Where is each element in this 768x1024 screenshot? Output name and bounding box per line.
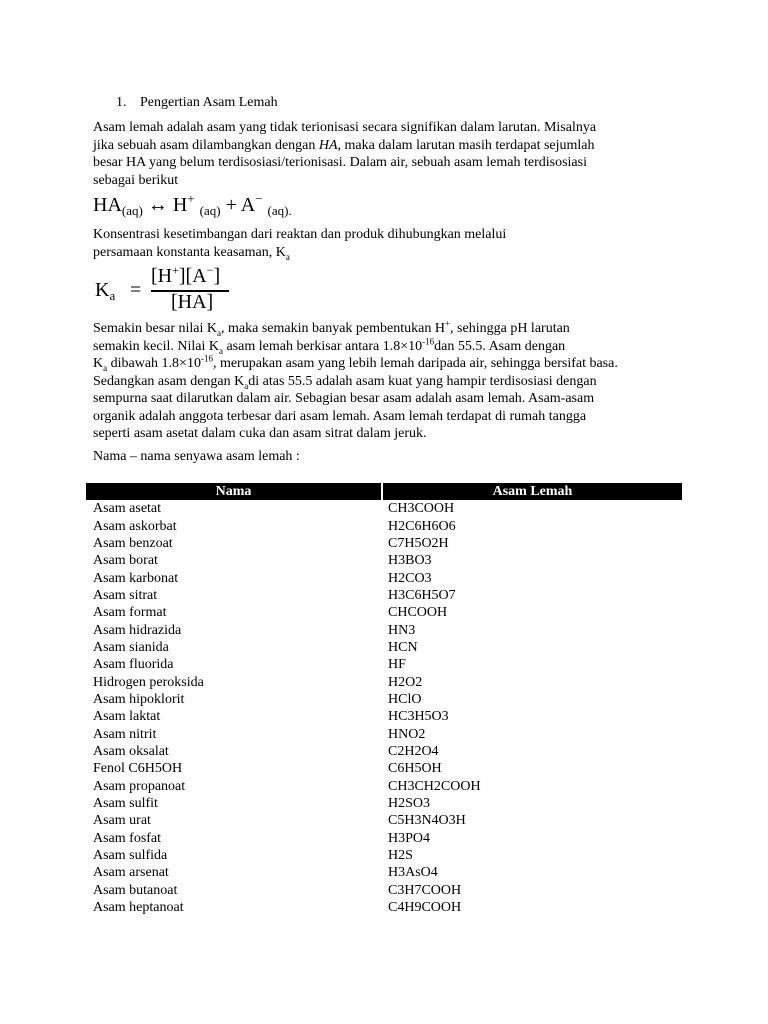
acid-formula-cell: HCN [388,639,418,655]
equilibrium-paragraph: Konsentrasi kesetimbangan dari reaktan dan produk dihubungkan melalui persamaan konstanta keasaman, $K_a$ [93,227,507,262]
equilibrium-arrow: ↔ [147,194,168,216]
dissociation-equation: $HA_{(aq)}$ ↔ H+ $_{(aq)}$ + A− $_{(aq).}$ [93,191,292,218]
table-row [86,864,682,881]
acid-formula-cell: H3BO3 [388,553,432,569]
table-header-row [86,483,682,500]
acid-name-cell: Asam urat [93,813,151,829]
acid-name-cell: Asam oksalat [93,743,169,759]
table-row [86,795,682,812]
acid-name-cell: Asam format [93,605,167,621]
acid-formula-cell: H2SO3 [388,796,431,812]
table-row [86,778,682,795]
table-row [86,673,682,690]
column-header-nama: Nama [86,483,382,500]
acid-formula-cell: H3C6H5O7 [388,587,456,603]
ka-numerator: [H+][A−] [151,263,221,287]
acid-formula-cell: H2CO3 [388,570,432,586]
acid-name-cell: Asam butanoat [93,882,178,898]
acid-formula-cell: C2H2O4 [388,743,439,759]
table-row [86,691,682,708]
acid-formula-cell: CH3COOH [388,501,455,517]
table-row [86,830,682,847]
intro-line: jika sebuah asam dilambangkan dengan HA, maka dalam larutan masih terdapat sejumlah [93,137,595,153]
acid-name-cell: Asam benzoat [93,535,173,551]
table-row [86,604,682,621]
acid-formula-cell: C5H3N4O3H [388,813,466,829]
acid-formula-cell: HClO [388,691,422,707]
table-row [86,882,682,899]
acid-name-cell: Asam karbonat [93,570,179,586]
acid-formula-cell: C3H7COOH [388,882,462,898]
acid-formula-cell: H2S [388,848,413,864]
table-row [86,500,682,517]
table-row [86,621,682,638]
table-row [86,708,682,725]
acid-formula-cell: C6H5OH [388,761,442,777]
acid-formula-cell: C4H9COOH [388,900,462,916]
acid-name-cell: Asam arsenat [93,865,169,881]
heading-title: Pengertian Asam Lemah [140,95,278,110]
acid-formula-cell: HC3H5O3 [388,709,449,725]
table-row [86,812,682,829]
table-row [86,552,682,569]
acid-formula-cell: CH3CH2COOH [388,778,481,794]
acid-formula-cell: C7H5O2H [388,535,449,551]
table-row [86,587,682,604]
table-row [86,517,682,534]
table-row [86,569,682,586]
acid-name-cell: Hidrogen peroksida [93,674,204,690]
acid-name-cell: Asam propanoat [93,778,186,794]
intro-line: sebagai berikut [93,172,179,188]
ka-description-paragraph: Semakin besar nilai $K_a$, maka semakin banyak pembentukan H+, sehingga pH larutan semakin kecil. Nilai $K_a$ asam lemah berkisar antara $1.8\times 10^{-16}dan$ 55.5. Asam dengan $K_a$ dibawah $1.8\times 10^{-16}$, merupakan asam yang lebih lemah daripada air, sehingga bersifat basa. Sedangkan asam dengan $K_adi$ atas 55.5 adalah asam kuat yang hampir terdisosiasi dengan sempurna saat dilarutkan dalam air. Sebagian besar asam adalah asam lemah. Asam-asam organik adalah anggota terbesar dari asam lemah. Asam lemah terdapat di rumah tangga seperti asam asetat dalam cuka dan asam sitrat dalam jeruk. [93,318,618,441]
ha-italic: HA [318,137,338,153]
intro-paragraph [93,119,693,189]
column-header-asam-lemah: Asam Lemah [382,483,682,500]
acid-formula-cell: HNO2 [388,726,426,742]
list-intro: Nama – nama senyawa asam lemah : [93,449,300,464]
acid-formula-cell: H2O2 [388,674,423,690]
acid-formula-cell: HN3 [388,622,416,638]
acid-formula-cell: HF [388,657,406,673]
acid-name-cell: Asam sianida [93,639,169,655]
table-row [86,760,682,777]
intro-line: Asam lemah adalah asam yang tidak terionisasi secara signifikan dalam larutan. Misalnya [93,120,597,135]
table-row [86,656,682,673]
intro-line: besar HA yang belum terdisosiasi/terionisasi. Dalam air, sebuah asam lemah terdisosiasi [93,155,587,170]
acid-formula-cell: H3PO4 [388,830,431,846]
acid-formula-cell: H2C6H6O6 [388,518,456,534]
acid-name-cell: Asam heptanoat [93,900,184,916]
table-row [86,743,682,760]
acid-formula-cell: CHCOOH [388,605,448,621]
table-row [86,535,682,552]
table-row [86,899,682,916]
acid-name-cell: Fenol C6H5OH [93,761,183,777]
weak-acid-table [86,483,682,916]
acid-formula-cell: H3AsO4 [388,865,438,881]
acid-name-cell: Asam hipoklorit [93,691,185,707]
acid-name-cell: Asam sulfida [93,848,168,864]
acid-name-cell: Asam fosfat [93,830,162,846]
heading-number: 1. [116,95,127,110]
acid-name-cell: Asam fluorida [93,657,174,673]
acid-name-cell: Asam hidrazida [93,622,182,638]
acid-name-cell: Asam sitrat [93,587,158,603]
acid-name-cell: Asam laktat [93,709,161,725]
acid-name-cell: Asam nitrit [93,726,157,742]
acid-name-cell: Asam borat [93,553,158,569]
acid-name-cell: Asam asetat [93,501,162,517]
ka-denominator: [HA] [171,291,214,313]
table-row [86,639,682,656]
table-body [86,500,682,916]
table-row [86,847,682,864]
acid-name-cell: Asam sulfit [93,796,158,812]
ka-equation: $K_a$ = [H+][A−] [HA] [93,265,243,315]
acid-name-cell: Asam askorbat [93,518,177,534]
table-row [86,725,682,742]
